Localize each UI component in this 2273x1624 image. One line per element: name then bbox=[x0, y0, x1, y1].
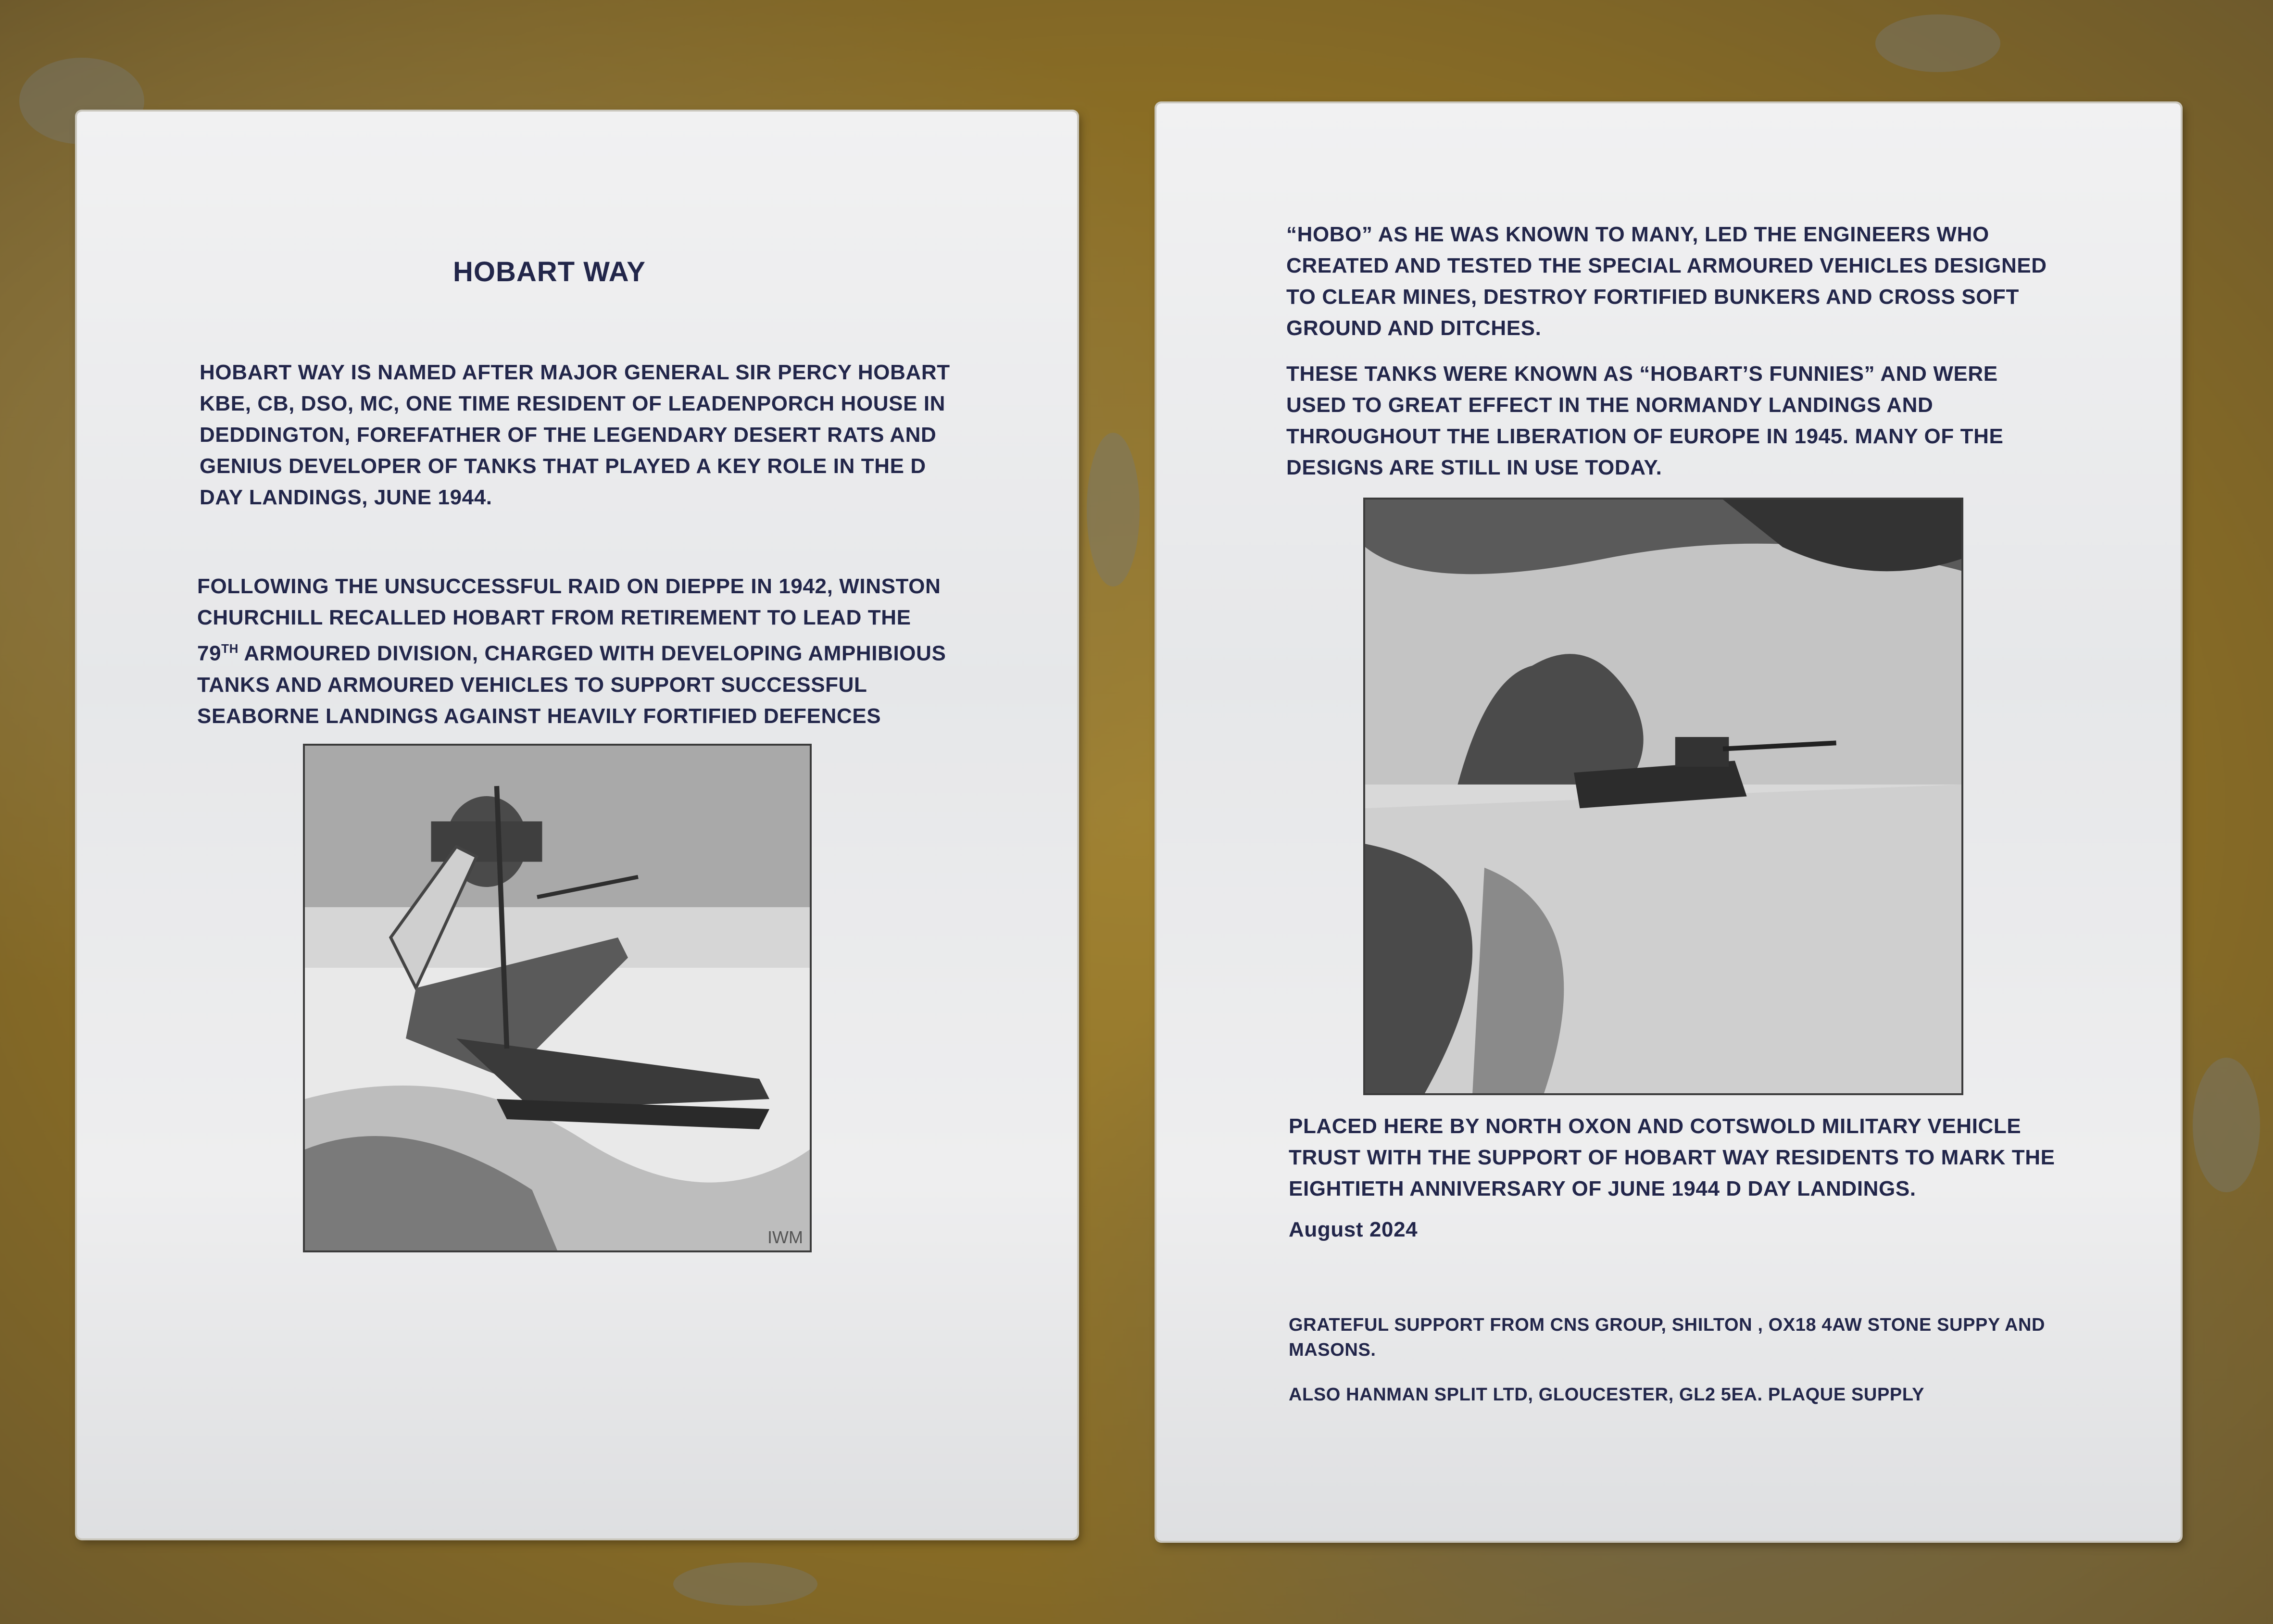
left-plaque bbox=[77, 112, 1077, 1538]
left-paragraph-1: HOBART WAY IS NAMED AFTER MAJOR GENERAL SIR PERCY HOBART KBE, CB, DSO, MC, ONE TIME RESIDENT OF LEADENPORCH HOUSE IN DEDDINGTON, FOREFATHER OF THE LEGENDARY DESERT RATS AND GENIUS DEVELOPER OF TANKS THAT PLAYED A KEY ROLE IN THE D DAY LANDINGS, JUNE 1944. bbox=[200, 361, 950, 509]
left-paragraph-2 bbox=[197, 571, 957, 732]
support-credit-1: GRATEFUL SUPPORT FROM CNS GROUP, SHILTON , OX18 4AW STONE SUPPY AND MASONS. bbox=[1289, 1315, 2046, 1360]
right-paragraph-1: “HOBO” AS HE WAS KNOWN TO MANY, LED THE ENGINEERS WHO CREATED AND TESTED THE SPECIAL ARMOURED VEHICLES DESIGNED TO CLEAR MINES, DESTROY FORTIFIED BUNKERS AND CROSS SOFT GROUND AND DITCHES. bbox=[1286, 223, 2047, 340]
tank-photo-bobbin bbox=[303, 744, 812, 1252]
left-paragraph-2-text: FOLLOWING THE UNSUCCESSFUL RAID ON DIEPPE IN 1942, WINSTON CHURCHILL RECALLED HOBART FROM RETIREMENT TO LEAD THE 79 bbox=[197, 575, 941, 665]
placement-date: August 2024 bbox=[1289, 1218, 1418, 1241]
ordinal-suffix: TH bbox=[221, 641, 239, 656]
tank-photo-normandy bbox=[1363, 498, 1963, 1095]
stone-texture bbox=[673, 1562, 817, 1606]
support-credit-2: ALSO HANMAN SPLIT LTD, GLOUCESTER, GL2 5EA. PLAQUE SUPPLY bbox=[1289, 1385, 1925, 1405]
right-paragraph-3: PLACED HERE BY NORTH OXON AND COTSWOLD MILITARY VEHICLE TRUST WITH THE SUPPORT OF HOBART WAY RESIDENTS TO MARK THE EIGHTIETH ANNIVERSARY OF JUNE 1944 D DAY LANDINGS. bbox=[1289, 1114, 2055, 1200]
stone-texture bbox=[1087, 433, 1140, 587]
right-paragraph-2: THESE TANKS WERE KNOWN AS “HOBART’S FUNNIES” AND WERE USED TO GREAT EFFECT IN THE NORMANDY LANDINGS AND THROUGHOUT THE LIBERATION OF EUROPE IN 1945. MANY OF THE DESIGNS ARE STILL IN USE TODAY. bbox=[1286, 362, 2004, 479]
left-paragraph-2-text-cont: ARMOURED DIVISION, CHARGED WITH DEVELOPING AMPHIBIOUS TANKS AND ARMOURED VEHICLES TO SUPPORT SUCCESSFUL SEABORNE LANDINGS AGAINST HEAVILY FORTIFIED DEFENCES bbox=[197, 641, 946, 728]
stone-texture bbox=[1875, 14, 2000, 72]
photo-credit: IWM bbox=[767, 1227, 803, 1247]
tank-field-illustration bbox=[1365, 500, 1961, 1093]
bobbin-tank-illustration bbox=[305, 746, 810, 1250]
right-plaque bbox=[1156, 103, 2181, 1541]
stone-texture bbox=[2193, 1058, 2260, 1192]
plaque-title: HOBART WAY bbox=[453, 256, 646, 287]
